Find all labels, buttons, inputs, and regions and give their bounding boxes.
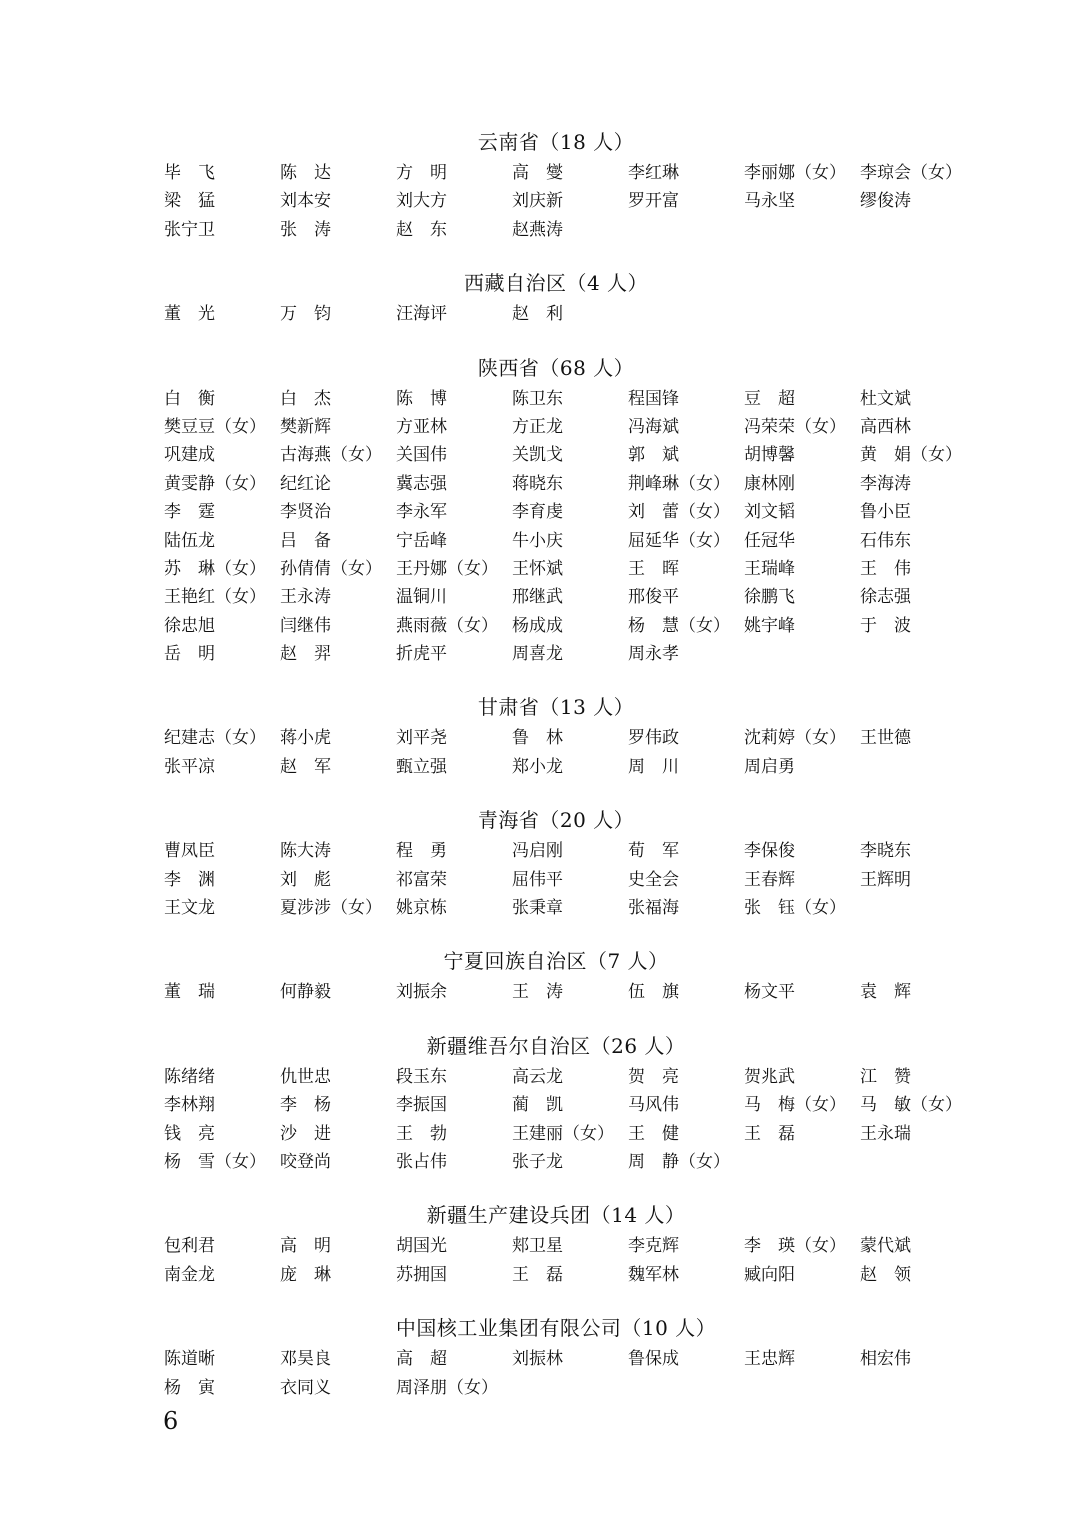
person-name: 徐忠旭 — [164, 615, 215, 636]
section-heading: 中国核工业集团有限公司（10 人） — [395, 1316, 717, 1341]
person-name: 折虎平 — [396, 644, 447, 665]
person-name: 张福海 — [628, 898, 679, 919]
person-name: 咬登尚 — [280, 1151, 331, 1172]
person-name: 李琼会（女） — [860, 163, 962, 183]
person-name: 郭 斌 — [628, 445, 679, 466]
person-name: 袁 辉 — [860, 982, 911, 1003]
person-name: 鲁小臣 — [860, 502, 911, 523]
person-name: 赵 军 — [280, 756, 331, 777]
person-name: 周泽朋（女） — [396, 1377, 498, 1398]
person-name: 赵 东 — [396, 219, 447, 240]
person-name: 冯海斌 — [628, 416, 679, 437]
person-name: 徐志强 — [860, 587, 911, 608]
person-name: 张占伟 — [396, 1151, 447, 1172]
person-name: 庞 琳 — [280, 1264, 331, 1285]
person-name: 李育虔 — [512, 502, 563, 523]
person-name: 王文龙 — [164, 898, 215, 919]
person-name: 王丹娜（女） — [396, 558, 498, 579]
person-name: 李保俊 — [744, 841, 795, 862]
section-heading: 陕西省（68 人） — [477, 355, 635, 380]
person-name: 屈延华（女） — [628, 530, 730, 551]
person-name: 李林翔 — [164, 1095, 215, 1116]
person-name: 梁 猛 — [164, 191, 215, 212]
person-name: 王怀斌 — [512, 558, 563, 579]
person-name: 仇世忠 — [280, 1066, 331, 1087]
person-name: 方 明 — [396, 163, 447, 183]
section — [164, 803, 984, 922]
person-name: 周 静（女） — [628, 1151, 730, 1172]
person-name: 马 梅（女） — [744, 1095, 846, 1116]
person-name: 蒋晓东 — [512, 473, 563, 494]
person-name: 段玉东 — [396, 1066, 447, 1087]
section — [164, 1029, 984, 1177]
person-name: 万 钧 — [280, 304, 331, 325]
person-name: 苏 琳（女） — [164, 558, 266, 579]
person-name: 荀 军 — [628, 841, 679, 862]
person-name: 李 瑛（女） — [744, 1236, 846, 1257]
person-name: 高 超 — [396, 1349, 447, 1370]
person-name: 张平凉 — [164, 756, 215, 777]
name-grid — [164, 385, 984, 669]
section — [164, 1311, 984, 1402]
person-name: 白 衡 — [164, 388, 215, 409]
person-name: 于 波 — [860, 615, 911, 636]
person-name: 沈莉婷（女） — [744, 728, 846, 749]
person-name: 赵燕涛 — [512, 219, 563, 240]
person-name: 陈绪绪 — [164, 1066, 215, 1087]
person-name: 王 伟 — [860, 558, 911, 579]
section-heading: 云南省（18 人） — [477, 130, 635, 154]
person-name: 马风伟 — [628, 1095, 679, 1116]
person-name: 贺兆武 — [744, 1066, 795, 1087]
person-name: 方亚林 — [396, 416, 447, 437]
section — [164, 944, 984, 1006]
name-grid — [164, 300, 984, 328]
person-name: 杨 慧（女） — [628, 615, 730, 636]
person-name: 王建丽（女） — [512, 1123, 614, 1144]
name-grid — [164, 1063, 984, 1177]
person-name: 夏涉涉（女） — [280, 898, 382, 919]
person-name: 程国锋 — [628, 388, 679, 409]
person-name: 陈卫东 — [512, 388, 563, 409]
section — [164, 125, 984, 244]
person-name: 屈伟平 — [512, 869, 563, 890]
person-name: 高 明 — [280, 1236, 331, 1257]
person-name: 邢俊平 — [628, 587, 679, 608]
person-name: 王世德 — [860, 728, 911, 749]
person-name: 姚宇峰 — [744, 615, 795, 636]
person-name: 李 霆 — [164, 502, 215, 523]
person-name: 周 川 — [628, 756, 679, 777]
person-name: 蔺 凯 — [512, 1095, 563, 1116]
person-name: 孙倩倩（女） — [280, 558, 382, 579]
person-name: 冯荣荣（女） — [744, 416, 846, 437]
name-grid — [164, 159, 984, 244]
page-number: 6 — [163, 1407, 179, 1435]
person-name: 汪海评 — [396, 304, 447, 325]
person-name: 陈 达 — [280, 163, 331, 183]
person-name: 鲁 林 — [512, 728, 563, 749]
person-name: 石伟东 — [860, 530, 911, 551]
person-name: 宁岳峰 — [396, 530, 447, 551]
person-name: 甄立强 — [396, 756, 447, 777]
person-name: 李丽娜（女） — [744, 163, 846, 183]
person-name: 王 磊 — [744, 1123, 795, 1144]
person-name: 赵 领 — [860, 1264, 911, 1285]
section-heading: 青海省（20 人） — [477, 808, 635, 833]
person-name: 王瑞峰 — [744, 558, 795, 579]
person-name: 缪俊涛 — [860, 191, 911, 212]
person-name: 周启勇 — [744, 756, 795, 777]
person-name: 刘 彪 — [280, 869, 331, 890]
person-name: 刘大方 — [396, 191, 447, 212]
person-name: 陆伍龙 — [164, 530, 215, 551]
person-name: 江 赞 — [860, 1066, 911, 1087]
person-name: 牛小庆 — [512, 530, 563, 551]
person-name: 赵 利 — [512, 304, 563, 325]
person-name: 何静毅 — [280, 982, 331, 1003]
person-name: 张子龙 — [512, 1151, 563, 1172]
section-heading: 新疆维吾尔自治区（26 人） — [426, 1033, 686, 1058]
person-name: 陈 博 — [396, 388, 447, 409]
person-name: 樊豆豆（女） — [164, 416, 266, 437]
person-name: 胡博馨 — [744, 445, 795, 466]
person-name: 闫继伟 — [280, 615, 331, 636]
person-name: 曹凤臣 — [164, 841, 215, 862]
person-name: 冯启刚 — [512, 841, 563, 862]
person-name: 张秉章 — [512, 898, 563, 919]
person-name: 李永军 — [396, 502, 447, 523]
person-name: 胡国光 — [396, 1236, 447, 1257]
person-name: 马 敏（女） — [860, 1095, 962, 1116]
person-name: 魏军林 — [628, 1264, 679, 1285]
person-name: 刘本安 — [280, 191, 331, 212]
person-name: 祁富荣 — [396, 869, 447, 890]
section-heading: 甘肃省（13 人） — [477, 695, 635, 720]
person-name: 李振国 — [396, 1095, 447, 1116]
person-name: 赵 羿 — [280, 644, 331, 665]
person-name: 邢继武 — [512, 587, 563, 608]
person-name: 刘 蕾（女） — [628, 502, 730, 523]
person-name: 王春辉 — [744, 869, 795, 890]
person-name: 马永坚 — [744, 191, 795, 212]
person-name: 纪建志（女） — [164, 728, 266, 749]
person-name: 康林刚 — [744, 473, 795, 494]
person-name: 史全会 — [628, 869, 679, 890]
person-name: 岳 明 — [164, 644, 215, 665]
person-name: 蒙代斌 — [860, 1236, 911, 1257]
person-name: 钱 亮 — [164, 1123, 215, 1144]
name-grid — [164, 724, 984, 781]
person-name: 王忠辉 — [744, 1349, 795, 1370]
person-name: 苏拥国 — [396, 1264, 447, 1285]
person-name: 高云龙 — [512, 1066, 563, 1087]
name-grid — [164, 1345, 984, 1402]
person-name: 白 杰 — [280, 388, 331, 409]
person-name: 杜文斌 — [860, 388, 911, 409]
person-name: 郏卫星 — [512, 1236, 563, 1257]
person-name: 伍 旗 — [628, 982, 679, 1003]
person-name: 高 燮 — [512, 163, 563, 183]
person-name: 荆峰琳（女） — [628, 473, 730, 494]
section-heading: 新疆生产建设兵团（14 人） — [426, 1203, 686, 1228]
person-name: 王永瑞 — [860, 1123, 911, 1144]
person-name: 姚京栋 — [396, 898, 447, 919]
section — [164, 1198, 984, 1289]
person-name: 李克辉 — [628, 1236, 679, 1257]
person-name: 杨 寅 — [164, 1377, 215, 1398]
person-name: 郑小龙 — [512, 756, 563, 777]
name-list — [164, 125, 984, 1424]
person-name: 南金龙 — [164, 1264, 215, 1285]
section-heading: 西藏自治区（4 人） — [463, 271, 649, 296]
person-name: 黄雯静（女） — [164, 473, 266, 494]
person-name: 毕 飞 — [164, 163, 215, 183]
person-name: 刘振余 — [396, 982, 447, 1003]
person-name: 关国伟 — [396, 445, 447, 466]
section — [164, 266, 984, 328]
person-name: 李贤治 — [280, 502, 331, 523]
person-name: 邓昊良 — [280, 1349, 331, 1370]
person-name: 黄 娟（女） — [860, 445, 962, 466]
section-heading: 宁夏回族自治区（7 人） — [443, 949, 669, 974]
person-name: 杨 雪（女） — [164, 1151, 266, 1172]
person-name: 贺 亮 — [628, 1066, 679, 1087]
person-name: 王艳红（女） — [164, 587, 266, 608]
person-name: 刘文韬 — [744, 502, 795, 523]
section — [164, 690, 984, 781]
person-name: 王 健 — [628, 1123, 679, 1144]
name-grid — [164, 837, 984, 922]
person-name: 李 杨 — [280, 1095, 331, 1116]
person-name: 关凯戈 — [512, 445, 563, 466]
person-name: 衣同义 — [280, 1377, 331, 1398]
person-name: 董 光 — [164, 304, 215, 325]
person-name: 蒋小虎 — [280, 728, 331, 749]
person-name: 沙 进 — [280, 1123, 331, 1144]
person-name: 程 勇 — [396, 841, 447, 862]
person-name: 燕雨薇（女） — [396, 615, 498, 636]
person-name: 王辉明 — [860, 869, 911, 890]
person-name: 李海涛 — [860, 473, 911, 494]
person-name: 周永孝 — [628, 644, 679, 665]
person-name: 张 涛 — [280, 219, 331, 240]
person-name: 李 渊 — [164, 869, 215, 890]
person-name: 刘振林 — [512, 1349, 563, 1370]
person-name: 高西林 — [860, 416, 911, 437]
person-name: 王 勃 — [396, 1123, 447, 1144]
person-name: 吕 备 — [280, 530, 331, 551]
person-name: 樊新辉 — [280, 416, 331, 437]
person-name: 巩建成 — [164, 445, 215, 466]
person-name: 张 钰（女） — [744, 898, 846, 919]
person-name: 冀志强 — [396, 473, 447, 494]
person-name: 张宁卫 — [164, 219, 215, 240]
person-name: 李晓东 — [860, 841, 911, 862]
person-name: 陈道晰 — [164, 1349, 215, 1370]
person-name: 相宏伟 — [860, 1349, 911, 1370]
person-name: 杨成成 — [512, 615, 563, 636]
person-name: 王永涛 — [280, 587, 331, 608]
person-name: 臧向阳 — [744, 1264, 795, 1285]
person-name: 豆 超 — [744, 388, 795, 409]
section — [164, 351, 984, 669]
person-name: 陈大涛 — [280, 841, 331, 862]
person-name: 王 涛 — [512, 982, 563, 1003]
person-name: 任冠华 — [744, 530, 795, 551]
person-name: 徐鹏飞 — [744, 587, 795, 608]
person-name: 刘庆新 — [512, 191, 563, 212]
person-name: 王 晖 — [628, 558, 679, 579]
person-name: 包利君 — [164, 1236, 215, 1257]
person-name: 鲁保成 — [628, 1349, 679, 1370]
person-name: 周喜龙 — [512, 644, 563, 665]
person-name: 杨文平 — [744, 982, 795, 1003]
person-name: 纪红论 — [280, 473, 331, 494]
person-name: 王 磊 — [512, 1264, 563, 1285]
name-grid — [164, 978, 984, 1006]
person-name: 方正龙 — [512, 416, 563, 437]
person-name: 刘平尧 — [396, 728, 447, 749]
person-name: 董 瑞 — [164, 982, 215, 1003]
person-name: 李红琳 — [628, 163, 679, 183]
name-grid — [164, 1232, 984, 1289]
person-name: 罗伟政 — [628, 728, 679, 749]
person-name: 古海燕（女） — [280, 445, 382, 466]
person-name: 罗开富 — [628, 191, 679, 212]
person-name: 温铜川 — [396, 587, 447, 608]
